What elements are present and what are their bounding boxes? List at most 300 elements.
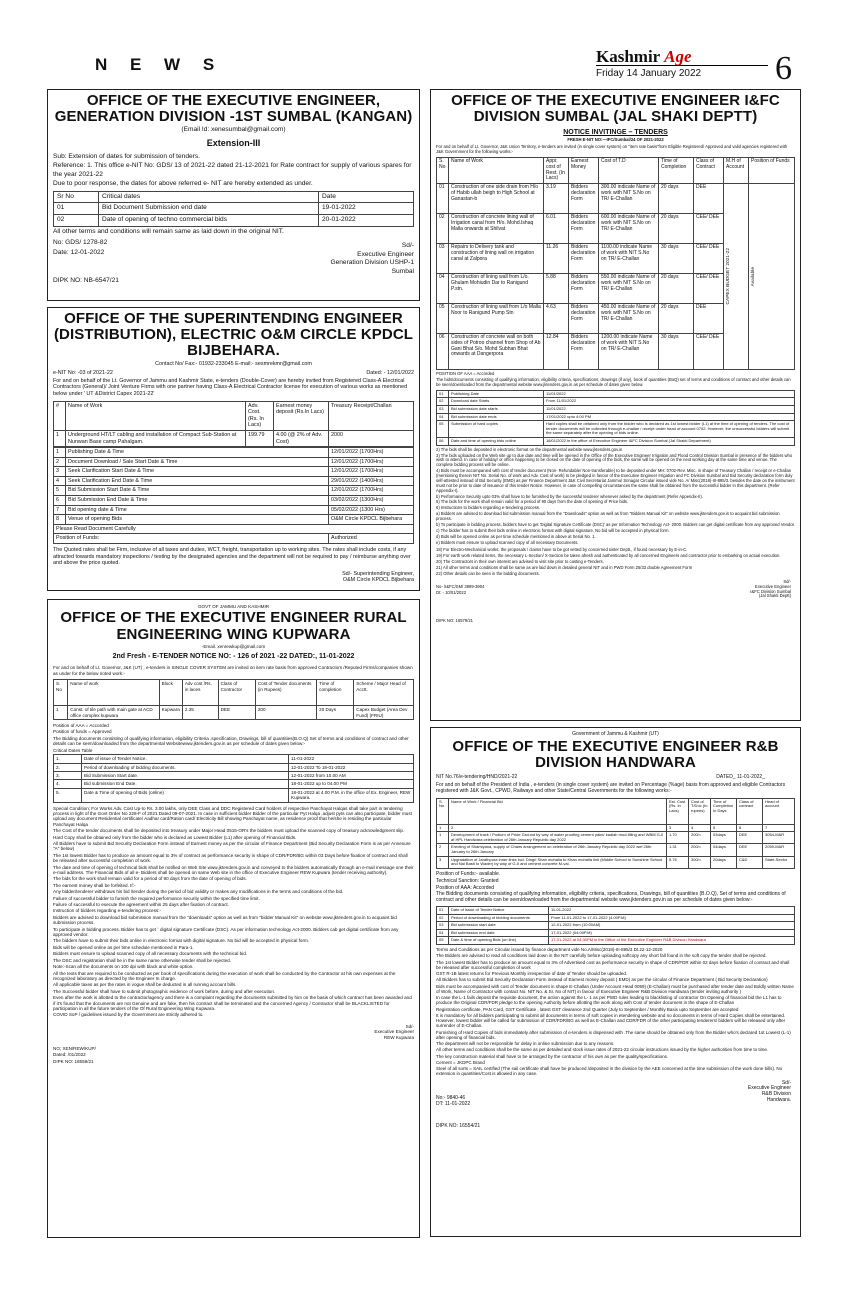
cell: 01 [437,184,449,214]
cell: 1.31 [667,844,689,856]
term-line: 2) The bids shall be deposited in electronic format on the departmental website www.jktenders.gov.in [436,446,623,452]
term-line: The Bidders are advised to read all conditions laid down in the NIT carefully before uploading softcopy any short fall found in the soft copy the tender shall be rejected. [436,953,767,959]
cell: 11-01-2022 [289,755,414,763]
cell: Capex Budget (Area Dev Fund) (FRIU) [354,706,414,720]
cell: 11/01/2022 [544,405,795,413]
table-row [54,515,414,525]
ad-subject: Sub: Extension of dates for submission of tenders. [53,152,200,160]
term-line: The Successful bidder shall have to submit photographic evidence of work before, during and after execution. [53,988,276,994]
term-line: 18) For Electro-Mechanical works, the proposals / claims have to be got vetted by concerned sister Deptt., if found necessary by E-in-C. [436,547,688,553]
cell: 3 [54,467,66,477]
cell: Erecting of Shamiyana, supply of Chairs arrangement on celebration of 26th January Republic day 2022 wef 26th January to 26th January [449,844,667,856]
cell: 2 [449,824,667,832]
table-row [54,486,414,496]
cell: Date of issue of Tender Notice. [82,755,289,763]
term-line: All Bidders has to submit Bid Security Declaration Form instead of Earnest money deposit ( EMD) as per the circular of Finance Department ( Bid Security Declaration) [436,977,768,983]
cell: 1200.00 indicate Name of work with NIT S.No on TR/ E-Challan [599,334,659,370]
cell: 02 [437,914,449,922]
funds-position: Available [751,266,756,287]
ad-bidding-docs: The bids/documents consisting of qualifying information, eligibility criteria, specifications, drawings (if any), book of quantities (BoQ) set of terms and conditions of contract and other details can be seen/downloaded from the departmental website www.jktenders.gov.in as per schedule of dates given below. [436,376,791,387]
table-row [437,413,795,421]
term-line: The date and time of opening of technical bids shall be notified on Web Site www.jktenders.gov.in and conveyed to the bidders automatically through an e-mail message one their e-mail address. The Financial Bids of all e- Bidders shall be opened on same Web site in the office of Executive Engineer REW Kupwara (tender receiving authority). [53,864,414,875]
col-header: Class of Contractor [218,680,255,706]
col-header: Name of work [68,680,159,706]
cell: Bid submission End Date. [82,780,289,788]
position-aaa: POSITION OF AAA = Accorded [436,371,495,377]
cell: 11/01/2022 [544,390,795,398]
critical-dates-table [53,754,414,802]
term-line: Cement = JKDPC Brand [436,1059,485,1065]
table-row [54,780,414,788]
ad-intro: For and on behalf of the Lt. Governor of Jammu and Kashmir State, e-tenders (Double-Cover) are hereby invited from Registered Class-A Electrical Contractors (General)/ Joint Venture Firms with one partner having Class-A Electrical Contractor license for execution of various works as mentioned below under ' UT &District Capex 2021-22' [53,377,408,397]
cell: 02 [437,398,449,406]
term-line: GST R-1B latest returns for Previous Monthly irrespective of date of Tender should be uploaded. [436,971,628,977]
critical-dates-label: Critical Dates Table [53,747,93,753]
cell: Bidders declaration Form [569,274,599,304]
col-header: Cost of T/Doc (In rupees) [689,798,711,824]
cell: Repairs to Delivery tank and construction of lining wall on irrigation canal at Zalpora [449,244,544,274]
cell: 03/02/2022 (1300Hrs) [329,496,414,506]
cell: 18/01/2022 in the office of Executive Engineer I&FC Division Sumbal (Jal Shakti Department) [544,438,795,446]
ad-signature: Sd/- Executive Engineer I&FC Division Sumbal (Jal Shakti Deptt) [750,578,791,599]
works-table [436,157,795,370]
cell: Bid submission end date [449,929,549,937]
table-row [54,788,414,802]
col-header: Class of Contract [694,158,724,184]
head-of-account: CAPEX BUDGET 2021-22 [726,248,731,305]
dipk-number: DIPK NO: 16559/21 [53,1058,94,1064]
cell: 600.00 indicate Name of work with NIT S.No on TR/ E-Challan [599,214,659,244]
col-header: Est. Cost (Rs. In Lacs) [667,798,689,824]
dipk-number: DIPK NO: 16554/21 [436,1122,481,1129]
position-aaa: Position of AAA: Accorded [436,884,495,891]
table-row [437,421,795,438]
cell: 5. [54,788,82,802]
cell: DEE [218,706,255,720]
cell: CEE/ DEE [694,244,724,274]
cell: 200/= [689,844,711,856]
cell: Construction of concrete lining wall of Irrigation canal from H/o. Mohd.Ishaq Malla onwards at Shilvat [449,214,544,244]
dates-table [53,191,414,227]
term-line: All the texts that are required to be conducted as per book of specifications during the execution of work shall be conducted by the Contractor at his own expenses at the recognized laboratory as directed by the Engineer In charge. [53,970,396,981]
cell: Const. of tile path with main gate at ACD office complex kupwara [68,706,159,720]
term-line: It is mandatory for all bidders participating to submit all documents in terms of soft copies in etendering website and no documents in terms of Hard Copies shall be entertained. However, lowest bidder will be called for submission of CDR/FDR/BG as well as E-Challan and CDR/FDR of the other participating tenderers/ bidders will be released only after surrender of E-Challan. [436,1012,786,1029]
terms-list [53,806,414,1018]
table-row [437,914,795,922]
cell: 17-01-2022 at 04:30PM in the Office of the Executive Engineer R&B Division Handwara [549,937,795,945]
dates-table [436,390,795,446]
term-line: COVID SoP / guidelines issued by the Government are strictly adhered to. [53,1012,204,1018]
page-number: 6 [775,50,792,87]
col-header: Treasury Receipt/Challan [329,401,414,430]
cell: 200 [255,706,316,720]
cell: Period of downloading of bidding documents. [82,763,289,771]
cell: 12/01/2022 (1700Hrs) [329,457,414,467]
table-row [437,405,795,413]
col-header: Block [159,680,182,706]
dipk-number: DIPK NO: 16579/21 [436,617,474,623]
ad-superintending-engineer-bijbehara [47,307,420,591]
cell: 1 [54,430,66,446]
ad-number: No- /I&FC/SM/ 3899-3904 [436,583,485,589]
cell: 6.01 [544,214,569,244]
cell: 12/01/2022 (1700Hrs) [329,467,414,477]
term-line: In case the L-1 fails deposit the requisite document, the action against the L- 1 as per PWD rules leading to blacklisting of contractor On Opening of financial bid the L1 has to produce the Original CDR/FDR pledge to the opening Authority before allotting the work along with Cost of tender document in the shape of E-Challan [436,995,782,1006]
cell: State-Sector [763,856,795,868]
ad-due-note: Due to poor response, the dates for above referred e- NIT are hereby extended as under. [53,180,313,188]
dates-table [436,906,795,945]
cell: 20-01-2022 [319,215,414,227]
ad-signature: Sd/- Superintending Engineer, O&M Circle KPDCL Bijbehara [342,570,414,584]
cell: O&M Circle KPDCL Bijbehara [329,515,414,525]
cell: 4 [54,476,66,486]
term-line: All Bidders have to submit Bid Security Declaration Form instead of Earnest money as per the circular of Finance Department (Bid Security Declaration Form is as per Annexure "A" below) [53,840,411,852]
col-header: Appr. cost of Rest. (In Lacs) [544,158,569,184]
cell: Seek Clarification End Date & Time [66,476,329,486]
table-row [437,390,795,398]
col-header: Adv cost /Rs. in laces [182,680,218,706]
ad-reference: Reference: 1. This office e-NIT No: GDS/ 13 of 2021-22 dated 21-12-2021 for Rate contract for supply of various spares for the year 2021-22 [53,162,412,178]
table-row [437,398,795,406]
ad-generation-division-sumbal [47,89,420,301]
term-line: The key construction material shall have to be arranged by the contractor of his own as per the quality/specifications. [436,1053,669,1059]
col-header: Time of Completion [659,158,694,184]
cell: 29/01/2022 (1400Hrs) [329,476,414,486]
cell: 04 [437,413,449,421]
ad-signature: Sd/- Executive Engineer Generation Division USHP-1 Sumbal [330,242,414,275]
terms-list [436,448,795,577]
cell: DEE [694,184,724,214]
cell: 199.79 [246,430,274,446]
nit-date: Dated: - 12/01/2022 [366,370,414,377]
table-row [437,937,795,945]
cell: Bidders declaration Form [569,184,599,214]
cell: 20days [711,856,737,868]
table-row [54,476,414,486]
cell: Hard copies shall be obtained only from the bidder who is declared as 1st lowest bidder (L1) at the time of opening of tenders. The cost of tender documents will be collected through e-challan / receipt under head of account 0702. However, the unsuccessful bidders will submit the same separately after the opening of bids online. [544,421,795,438]
cell: 5.76 [667,856,689,868]
cell: 2.35 [182,706,218,720]
table-row [54,496,414,506]
cell: 550.00 indicate Name of work with NIT S.No on TR/ E-Challan [599,274,659,304]
ad-title: OFFICE OF THE EXECUTIVE ENGINEER I&FC DIVISION SUMBAL (JAL SHAKI DEPTT) [451,92,780,126]
cell: 17-01-2022 (04:00P.M) [549,929,795,937]
ad-title: OFFICE OF THE EXECUTIVE ENGINEER RURAL ENGINEERING WING KUPWARA [60,609,407,643]
table-row [54,430,414,446]
cell: 2000 [329,430,414,446]
term-line: Bidders are advised to download bid submission manual from the "downloads" option as well as from "bidder Manual Kit" on website www.jktenders.gov.in to acquaint bid submission process. [53,914,397,926]
cell: 1 [54,448,66,458]
cell: Authorized [329,534,414,544]
cell: Bid opening date & Time [66,505,329,515]
cell: 1100.00 indicate Name of work with NIT S.No on TR/ E-Challan [599,244,659,274]
table-row [437,856,795,868]
works-table [436,798,795,869]
cell: Date and time of opening bids online [449,438,544,446]
cell: 05/02/2022 (1300 Hrs) [329,505,414,515]
cell: 06 [437,438,449,446]
cell: 03 [437,244,449,274]
nit-number: e-NIT No: -03 of 2021-22 [53,370,113,377]
term-line: 6) Instructions to bidders regarding e-tendering process. [436,505,541,511]
cell: Please Read Document Carefully [54,524,414,534]
term-line: e) Bidders must ensure to upload scanned copy of all necessary Documents. [436,539,579,545]
term-line: The earnest money shall be forfeited. If:- [53,882,136,888]
term-line: Hard Copy shall be obtained only from the bidder who is declared as Lowest Bidder (L1) after opening of Financial Bids. [53,834,297,840]
cell: CEE/ DEE [694,334,724,370]
cell: Bidders declaration Form [569,304,599,334]
cell: 05 [437,304,449,334]
header-rule [596,65,768,66]
cell: 20 Days [317,706,354,720]
ad-bidding-docs: The Bidding documents consisting of qualifying information, eligibility Criteria ,specification, Drawings, bill of quantities(B.O.Q) Set of terms and conditions of contract and other details can be seen/downloaded from the departmental Websitewww.jktenders.gov.in as per schedule of dates given below:- [53,735,409,747]
position-funds: Position of Funds:- available. [436,870,501,877]
term-line: Steel of all sorts = SAIL certified (The sail certificate shall have be produced /deposited in the division by the AEE concerned at the time submission of the work done bills). No extension in quantities/Cost is allowed in any case. [436,1066,783,1077]
cell: 20 days [659,304,694,334]
term-line: c) The bidder has to submit their bids online in electronic format with digital signature. No bid will be accepted in physical form. [436,527,670,533]
col-header: Sr No [54,191,99,203]
cell: 5 [711,824,737,832]
table-row [437,832,795,844]
cell: 01 [437,906,449,914]
cell: Construction of concrete wall on both sides of Potroo channel from Shop of Ab Gani Bhat S/o. Mohd Subhan Bhat onwards at Dangerpora [449,334,544,370]
col-header: Time of completion [317,680,354,706]
cell: 300.00 indicate Name of work with NIT S.No on TR/ E-Challan [599,184,659,214]
cell: Document Download / Sale Start Date & Time [66,457,329,467]
cell: 2059-M&R [763,844,795,856]
cell: 7 [763,824,795,832]
ad-number: No: GDS/ 1278-82 [53,239,108,247]
ad-govt: Government of Jammu & Kashmir (UT) [572,731,659,737]
cell: 1 [54,706,68,720]
ad-notice: 2nd Fresh - E-TENDER NOTICE NO: - 126 of 2021 -22 DATED:, 11-01-2022 [112,653,355,661]
cell: 30 days [659,244,694,274]
cell: C&D [737,856,763,868]
cell: 17/01/2022 upto 4:00 PM [544,413,795,421]
term-line: Instruction of bidders regarding e-tendering process:- [53,908,162,914]
cell: DEE [737,844,763,856]
cell: Upgradation of Jarathpora inner links incl. Dingri Shah mohalla to Khan mohalla link (Middle School to Sunshine School and Nai Basti to Wader) by way of G-II and cement concrete M-val. [449,856,667,868]
table-row [54,505,414,515]
cell: 4.63 [544,304,569,334]
table-row [54,448,414,458]
ad-notice: NOTICE INVITINGE – TENDERS [563,129,668,137]
ad-intro: For and on behalf of the President of India , e-tenders (in single cover system) are invited on Percentage (%age) basis from approved and eligible Contractors registered with J&K Govt., CPWD, Railways and other State/Central Governments for the following works:- [436,781,786,794]
table-row [437,184,795,214]
term-line: Even after the work is allotted to the contractor/agency and there is a complaint regarding the documents submitted by him on the basis of which contract has been awarded and if it's found that the documents are not Genuine and are fake, then his contract shall be terminated and the concerned Agency / Contractor shall be BLACKLISTED for participation in all the future tenders of the Of Rural Engineering Wing Kupwara. [53,995,412,1011]
table-row [54,457,414,467]
cell: 3 [667,824,689,832]
cell: Date & Time of opening of Bids (online) [82,788,289,802]
col-header: Name of Work [66,401,246,430]
cell: 12/01/2022 (1700Hrs) [329,448,414,458]
col-header: Time of Completion In Days [711,798,737,824]
cell: 1 [437,832,449,844]
ad-title: OFFICE OF THE EXECUTIVE ENGINEER R&B DIVISION HANDWARA [452,737,779,771]
term-line: Special Condition; For Works Adv. Cost Up-to Rs. 3.00 lakhs, only DEE Class and DDC Registered Card holders of respective Panchayat Halqas shall take part in tendering process in light of the Govt Order No 228-F of 2021 Dated 09-07-2021. In case in sufficient bidder Bidder of the particular Pyt Halqa ,adjust pyts can also participate, bidder must upload any document Residential certificate/ Aadhar card/Ration card/ Electricity Bill showing Panchayat name, as residence proof that he/she is residing the particular Panchayat Halqa [53,805,412,827]
cell: 5.88 [544,274,569,304]
table-row [54,215,414,227]
col-header: M.H of Account [724,158,749,184]
table-row [437,844,795,856]
term-line: The 1st lowest Bidder has to produce an amount equal to 3% of contract as performance security in shape of CDR/FDR/BG within 03 Days before fixation of contract and shall be released after successful completion of work. [53,852,408,864]
works-table [53,401,414,448]
cell: Seek Clarification Start Date & Time [66,467,329,477]
cell: 05 [437,937,449,945]
term-line: All other terms and conditions shall be the same as per detailed and stock issue rates of 2021-22 circular instructions issued by the higher authorities from time to time. [436,1047,769,1053]
cell: 19-01-2022 [319,203,414,215]
schedule-table [53,447,414,544]
cell: 18-01-2022 at 4.00 P.M. in the office of Ex. Engineer, REW Kupwara. [289,788,414,802]
ad-title: OFFICE OF THE EXECUTIVE ENGINEER, GENERATION DIVISION -1ST SUMBAL (KANGAN) [54,92,413,126]
cell: CEE/ DEE [694,214,724,244]
cell: 12-01-2022 from (10:00AM) [549,922,795,930]
ad-signature: Sd/- Executive Engineer REW Kupwara [374,1023,414,1040]
term-line: Failure of successful to execute the agreement within 25 days after fixation of contract. [53,902,229,908]
col-header: S. No [54,680,68,706]
ad-rb-division-handwara [430,727,801,1237]
cell: Bidders declaration Form [569,214,599,244]
cell: 1. [54,755,82,763]
cell: 3. [54,771,82,779]
cell: 04 [437,274,449,304]
cell: 01 [54,203,99,215]
table-row [54,534,414,544]
cell: Development of track / Podium of Pride Ground by way of water proofing cement paint/ kadlah mud-filling and WBM G-II at HPL Handwara celebration of 26th January Republic day 2022 [449,832,667,844]
ad-date: Dated: /01/2022 [53,1052,86,1058]
col-header: Scheme / Major Head of Acctt. [354,680,414,706]
cell: 05 [437,421,449,438]
col-header: Class of contract [737,798,763,824]
cell: 4.00 (@ 2% of Adv. Cost) [274,430,329,446]
cell: Bid submission date ends [449,413,544,421]
cell: From 11/01/2022 [544,398,795,406]
term-line: 4) Bids must be accompanied with cost of tender document (Non- Refundable/ Non-transferable) to be deposited under MH: 0702-Rev. Misc. in shape of Treasury Challan / receipt or e-Challan (mentioning therein NIT No. Serial No. of work and Adv. Cost of work) to be pledged in favour of the Executive Engineer Irrigation and FC Division Sumbal and Bid Security declaration form duly self-attested instead of Bid Security (EMD) as per Finance Department J&K Civil Secretariat Jammu/ Srinagar Circular issued vide No. A/ Misc(2018)-III-895/3. besides the date on the instrument must not be prior to date of issuance of this tender Notice. However, in case of compelling circumstances the same shall be obtained from the successful bidder in this department. (Refer Appendix-I). [436,468,795,493]
table-row [437,438,795,446]
technical-sanction: Technical Sanction: Granted [436,877,499,884]
table-row [54,203,414,215]
dipk-number: DIPK NO: NB-6547/21 [53,277,119,285]
cell: Construction of lining wall from L/o Malla Noor to Ranigund Pump Stn [449,304,544,334]
term-line: Any bidder/tenderer withdraws his bid /tender during the period of bid validity or makes any modifications in the terms and conditions of the bid. [53,889,344,895]
page-header [0,0,848,86]
term-line: b) Performance Security upto 03% shall have to be furnished by the successful tenderer whenever asked by the department (Refer Appendix-II). [436,493,703,499]
cell: Bid submission start date [449,922,549,930]
section-title: N E W S [95,55,224,74]
col-header: Date [319,191,414,203]
cell: 01 [437,390,449,398]
cell: 3 [437,856,449,868]
cell: Construction of lining wall from L/o. Ghulam Mohiudin Dar to Ranigund P.stn. [449,274,544,304]
cell: 3054-M&R [763,832,795,844]
cell: 20 days [659,184,694,214]
cell: 2 [437,844,449,856]
ad-govt: GOVT OF JAMMU AND KASHMIR [197,604,270,609]
cell: 11-01-2022 [549,906,795,914]
cell: DEE [694,304,724,334]
term-line: 3) The bids uploaded on the Web site up to due date and time will be opened in the Office of the Executive Engineer Irrigation and Flood Control Division Sumbal in presence of the bidders who wish to attend. In case of holiday/ or office happening to be closed on the date of opening of the bids, the same will be opened on the next working day at the same time and venue. The complete bidding process will be online. [436,452,793,468]
cell: Venue of opening Bids [66,515,329,525]
cell: 02 [54,215,99,227]
cell: Date of opening of techno commercial bids [99,215,319,227]
cell: Bid Submission End Date & Time [66,496,329,506]
col-header: Name of Work [449,158,544,184]
cell: Bid submission date starts [449,405,544,413]
cell: 03days [711,832,737,844]
cell: 4 [689,824,711,832]
term-line: The bids for the work shall remain valid for a period of 90 days from the date of opening of bids. [53,876,247,882]
ad-bidding-docs: The Bidding documents consisting of qualifying information, eligibility criteria, specifications, Drawings, bill of quantities (B.O.Q), Set of terms and conditions of contract and other details can be seen/downloaded from the departmental website www.jktenders.gov.in as per schedule of dates given below:- [436,891,786,904]
table-row [54,763,414,771]
term-line: Bidders must ensure to upload scanned copy of all necessary documents with the technical bid. [53,951,248,957]
ad-rural-engineering-kupwara [47,599,420,1238]
ad-number: NO; XEN/REW/KUP/ [53,1045,96,1051]
cell: 2. [54,763,82,771]
ad-extension: Extension-III [206,137,261,148]
cell: 300/= [689,856,711,868]
cell: 3.19 [544,184,569,214]
term-line: Furnishing of Hard Copies of bids immediately after submission of e-tenders is dispensed with .The same should be obtained only from the Bidder who's declared 1st Lowest (L-1) after opening of financial bids. [436,1029,791,1040]
term-line: Bids will be opened online as per time schedule mentioned in Para-1. [53,944,194,950]
col-header: Position of Funds [749,158,795,184]
term-line: a) Bidders are advised to download bid submission manual from the "Downloads" option as well as from "Bidders Manual Kit" on website www.jktenders.gov.in to acquaint bid submission process. [436,511,780,522]
cell: Bid Submission Start date. [82,771,289,779]
term-line: Note:-Scan all the documents on 100 dpi with black and white option. [53,964,194,970]
table-row [437,906,795,914]
brand-main: Kashmir [596,47,660,66]
position-aaa: Position of AAA = Accorded [53,723,109,729]
term-line: Terms and Conditions as per Circular issued by finance department vide No.A/Misc(2018)-III-895/3 Dt.22-12-2020 [436,947,663,953]
cell: Bidders declaration Form [569,244,599,274]
col-header: S. No [437,158,449,184]
cell: 6 [54,496,66,506]
cell: 12-01-2022 from 10.00 AM [289,771,414,779]
cell: 12.84 [544,334,569,370]
cell: Construction of one side drain from H/o of Habib ullah beigh to High School at Ganastan-b [449,184,544,214]
col-header: Name of Work / Financial Bid [449,798,667,824]
works-table [53,679,414,720]
nit-number: FRESH E-NIT NO:—IFC/Sumbal/24 OF 2021-2022 [567,137,664,143]
ad-number: No:- 9840-46 [436,1094,466,1101]
cell: 20 days [659,214,694,244]
issue-date: Friday 14 January 2022 [596,68,702,79]
ad-other-terms: All other terms and conditions will remain same as laid down in the original NIT. [53,227,284,235]
cell: From 11-01-2022 to 17-01-2022 (4.00P.M) [549,914,795,922]
ad-quoted-rates: The Quoted rates shall be Firm, inclusive of all taxes and duties, WCT, freight, transportation up to working sites. The rates shall include costs, if any attracted towards mandatory inspections / testing by the designated agencies and the department will not be required to pay / reimburse anything over and above the price quoted. [53,547,411,567]
cell: 03 [437,405,449,413]
cell: Publishing Date & Time [66,448,329,458]
cell: 1 [437,824,449,832]
ad-intro: For and on behalf of Lt. Governor, J&K (UT) , e-tenders in SINGLE COVER SYSTEM are invited on item rate basis from approved Contractors /Reputed Firms/companies shown as under for the below noted work:- [53,665,413,676]
cell: 20 days [659,274,694,304]
cell: Position of Funds: [54,534,329,544]
cell: 1.70 [667,832,689,844]
table-row [437,922,795,930]
term-line: Registration certificate, PAN Card, GST Certificate , latest GST clearance 2nd Quarter (July to September / Monthly Basis upto September are accepted [436,1006,739,1012]
cell: 200/= [689,832,711,844]
cell: Download date Starts [449,398,544,406]
cell: Date of issue of Tender Notice [449,906,549,914]
table-row [54,467,414,477]
brand-accent: Age [664,47,692,66]
cell: 12-01-2022 To 18-01-2022 [289,763,414,771]
cell: Publishing Date [449,390,544,398]
ad-email: -Email. xenrewkup@gmail.com [201,643,266,649]
term-line: 20) The Contractors in their own interest are advised to visit site prior to casting e-Tenders. [436,559,604,565]
cell: Bid Submission Start Date & Time [66,486,329,496]
term-line: To participate in bidding process. Bidder has to get ` digital signature Certificate (DSC). As per information technology Act-2000. Bidders cab get digital certificate from any approved vendor. [53,926,399,938]
col-header: Cost of Tender documents (in Rupees) [255,680,316,706]
